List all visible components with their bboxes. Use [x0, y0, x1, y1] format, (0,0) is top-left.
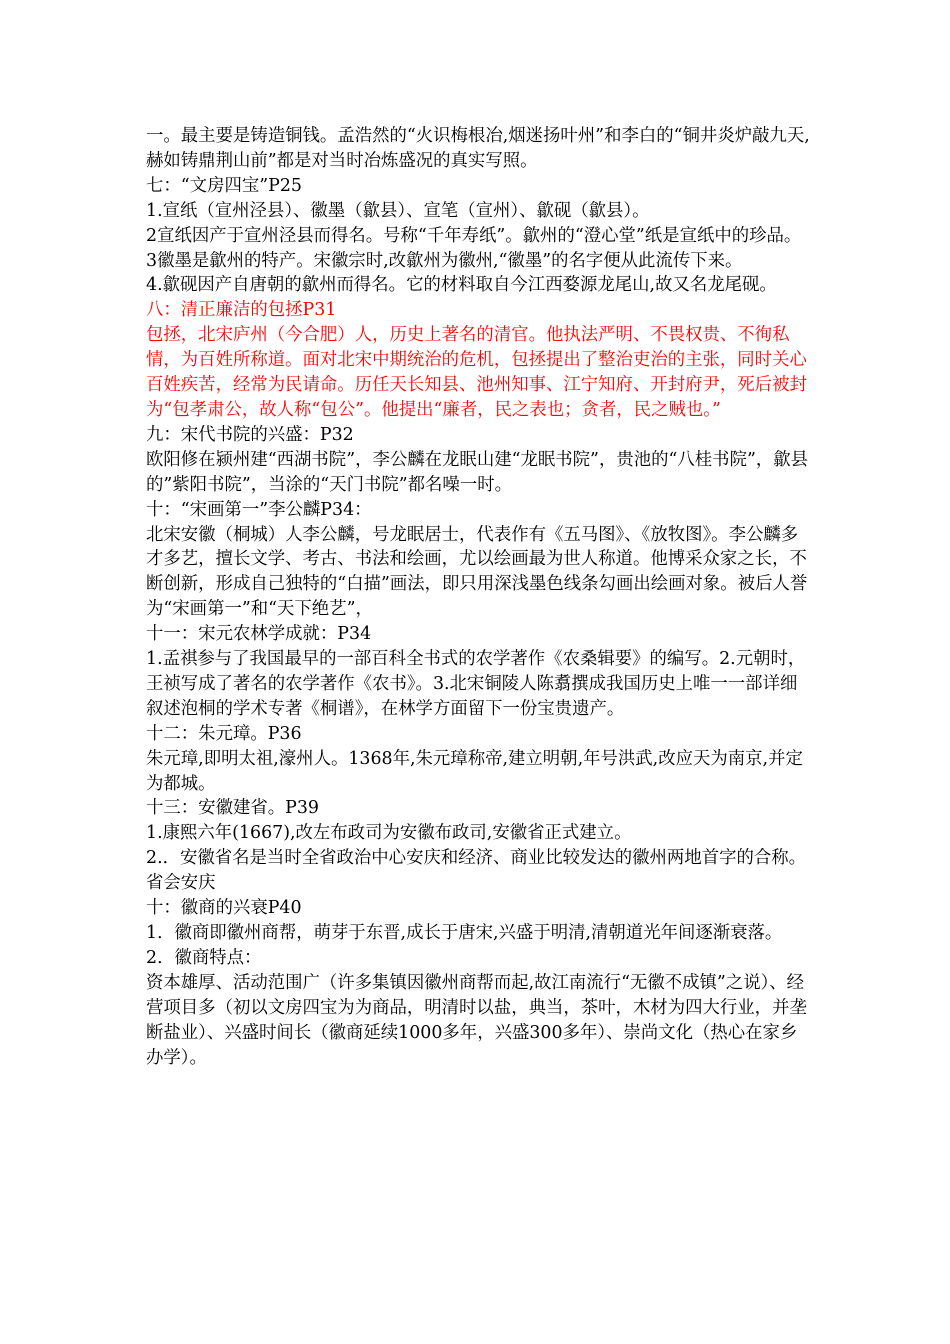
- paragraph-xuan-paper: 2宣纸因产于宣州泾县而得名。号称“千年寿纸”。歙州的“澄心堂”纸是宣纸中的珍品。: [146, 225, 802, 246]
- heading-four-treasures: 七：“文房四宝”P25: [146, 175, 302, 196]
- heading-bao-zheng: 八：清正廉洁的包拯P31: [146, 300, 337, 321]
- heading-song-academies: 九：宋代书院的兴盛：P32: [146, 424, 354, 445]
- paragraph-anhui-established: 1.康熙六年(1667),改左布政司为安徽布政司,安徽省正式建立。: [146, 823, 632, 844]
- paragraph-copper-casting: 一。最主要是铸造铜钱。孟浩然的“火识梅根冶,烟迷扬叶州”和李白的“铜井炎炉敲九天,赫如铸鼎荆山前”都是对当时冶炼盛况的真实写照。: [146, 126, 810, 171]
- heading-zhu-yuanzhang: 十二：朱元璋。P36: [146, 723, 302, 744]
- paragraph-zhu-yuanzhang: 朱元璋,即明太祖,濠州人。1368年,朱元璋称帝,建立明朝,年号洪武,改应天为南京,并定为都城。: [146, 748, 803, 794]
- paragraph-agriculture-forestry: 1.孟祺参与了我国最早的一部百科全书式的农学著作《农桑辑要》的编写。2.元朝时，王祯写成了著名的农学著作《农书》。3.北宋铜陵人陈翥撰成我国历史上唯一一部详细叙述泡桐的学术专著《桐谱》，在林学方面留下一份宝贵遗产。: [146, 649, 806, 719]
- paragraph-anhui-name: 2.．安徽省名是当时全省政治中心安庆和经济、商业比较发达的徽州两地首字的合称。省会安庆: [146, 848, 807, 894]
- paragraph-four-treasures-list: 1.宣纸（宣州泾县）、徽墨（歙县）、宣笔（宣州）、歙砚（歙县）。: [146, 200, 650, 221]
- paragraph-hui-ink: 3徽墨是歙州的特产。宋徽宗时,改歙州为徽州,“徽墨”的名字便从此流传下来。: [146, 250, 743, 271]
- document-body: [146, 124, 814, 1070]
- heading-li-gonglin: 十：“宋画第一”李公麟P34：: [146, 499, 372, 520]
- heading-hui-merchants: 十：徽商的兴衰P40: [146, 898, 302, 919]
- heading-anhui-province: 十三：安徽建省。P39: [146, 798, 319, 819]
- heading-agriculture-forestry: 十一：宋元农林学成就：P34: [146, 624, 372, 645]
- paragraph-hui-merchants-features-title: 2．徽商特点：: [146, 947, 262, 968]
- paragraph-hui-merchants-features: 资本雄厚、活动范围广（许多集镇因徽州商帮而起,故江南流行“无徽不成镇”之说）、经营项目多（初以文房四宝为为商品，明清时以盐，典当，茶叶，木材为四大行业，并垄断盐业）、兴盛时间长（徽商延续1000多年，兴盛300多年）、崇尚文化（热心在家乡办学）。: [146, 972, 807, 1068]
- paragraph-li-gonglin: 北宋安徽（桐城）人李公麟，号龙眠居士，代表作有《五马图》、《放牧图》。李公麟多才多艺，擅长文学、考古、书法和绘画，尤以绘画最为世人称道。他博采众家之长，不断创新，形成自己独特的“白描”画法，即只用深浅墨色线条勾画出绘画对象。被后人誉为“宋画第一”和“天下绝艺”，: [146, 524, 808, 620]
- paragraph-bao-zheng: 包拯，北宋庐州（今合肥）人，历史上著名的清官。他执法严明、不畏权贵、不徇私情，为百姓所称道。面对北宋中期统治的危机，包拯提出了整治吏治的主张，同时关心百姓疾苦，经常为民请命。历任天长知县、池州知事、江宁知府、开封府尹，死后被封为“包孝肃公，故人称“包公”。他提出“廉者，民之表也；贪者，民之贼也。”: [146, 325, 807, 420]
- paragraph-song-academies: 欧阳修在颍州建“西湖书院”，李公麟在龙眠山建“龙眠书院”，贵池的“八桂书院”，歙县的”紫阳书院”，当涂的“天门书院”都名噪一时。: [146, 449, 809, 495]
- paragraph-she-inkstone: 4.歙砚因产自唐朝的歙州而得名。它的材料取自今江西婺源龙尾山,故又名龙尾砚。: [146, 275, 777, 296]
- paragraph-hui-merchants-history: 1．徽商即徽州商帮，萌芽于东晋,成长于唐宋,兴盛于明清,清朝道光年间逐渐衰落。: [146, 923, 783, 943]
